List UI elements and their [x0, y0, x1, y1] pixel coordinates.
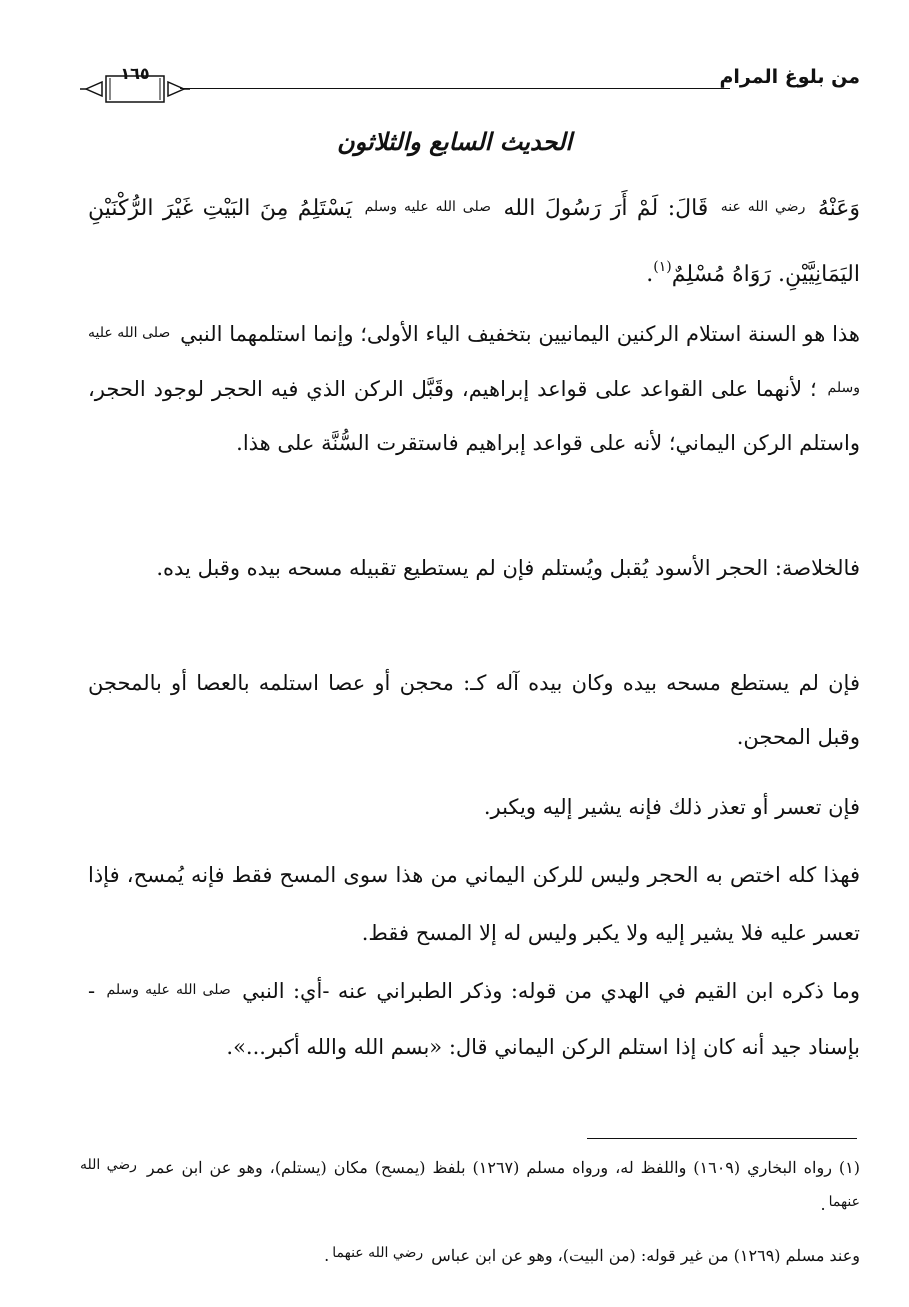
commentary-paragraph: فإن تعسر أو تعذر ذلك فإنه يشير إليه ويكبر. [483, 795, 860, 819]
commentary-paragraph [88, 962, 860, 1075]
footnote-separator [587, 1138, 857, 1139]
footnote [80, 1148, 860, 1222]
hadith-text-part: يَسْتَلِمُ مِنَ البَيْتِ غَيْرَ الرُّكْنَيْنِ اليَمَانِيَّيْنِ. رَوَاهُ مُسْلِمٌ [88, 196, 860, 287]
paragraph-text: هذا هو السنة استلام الركنين اليمانيين بتخفيف الياء الأولى؛ وإنما استلمهما النبي [180, 322, 860, 346]
summary-paragraph: فالخلاصة: الحجر الأسود يُقبل ويُستلم فإن لم يستطيع تقبيله مسحه بيده وقبل يده. [156, 556, 860, 580]
hadith-end-mark: . [646, 262, 654, 287]
honorific-calligraphy: رضي الله عنهما [80, 1157, 860, 1210]
footnote-end-mark: . [324, 1246, 330, 1265]
honorific-calligraphy: صلى الله عليه وسلم [364, 199, 491, 215]
hadith-text-part: وَعَنْهُ [817, 196, 860, 221]
honorific-calligraphy: رضي الله عنهما [332, 1245, 424, 1261]
hadith-text [88, 178, 860, 304]
footnote-reference: (١) [653, 259, 672, 275]
hadith-heading: الحديث السابع والثلاثون [336, 128, 573, 156]
commentary-paragraph [88, 306, 860, 470]
header-rule [180, 88, 730, 89]
footnote-end-mark: . [820, 1195, 826, 1214]
book-title: من بلوغ المرام [719, 66, 860, 88]
page-header [80, 60, 860, 108]
paragraph-text: ؛ لأنهما على القواعد على قواعد إبراهيم، وقَبَّل الركن الذي فيه الحجر لوجود الحجر، واستلم الركن اليماني؛ لأنه على قواعد إبراهيم فاستقرت السُّنَّة على هذا. [88, 377, 860, 455]
honorific-calligraphy: صلى الله عليه وسلم [106, 982, 231, 998]
paragraph-text: - بإسناد جيد أنه كان إذا استلم الركن اليماني قال: «بسم الله والله أكبر...». [88, 979, 860, 1059]
footnote-text: وعند مسلم (١٢٦٩) من غير قوله: (من البيت)، وهو عن ابن عباس [431, 1246, 860, 1265]
hadith-text-part: قَالَ: لَمْ أَرَ رَسُولَ الله [503, 196, 709, 221]
footnotes [80, 1148, 860, 1273]
honorific-calligraphy: صلى الله عليه وسلم [88, 325, 860, 396]
footnote [80, 1236, 860, 1273]
paragraph-text: وما ذكره ابن القيم في الهدي من قوله: وذكر الطبراني عنه -أي: النبي [242, 979, 861, 1003]
honorific-calligraphy: رضي الله عنه [720, 199, 806, 215]
commentary-paragraph: فهذا كله اختص به الحجر وليس للركن اليماني من هذا سوى المسح فقط فإنه يُمسح، فإذا تعسر عليه فلا يشير إليه ولا يكبر وليس له إلا المسح فقط. [88, 863, 860, 945]
commentary-paragraph: فإن لم يستطع مسحه بيده وكان بيده آله كـ: محجن أو عصا استلمه بالعصا أو بالمحجن وقبل المحجن. [88, 671, 860, 749]
footnote-text: (١) رواه البخاري (١٦٠٩) واللفظ له، ورواه مسلم (١٢٦٧) بلفظ (يمسح) مكان (يستلم)، وهو عن ابن عمر [146, 1158, 860, 1177]
page-number: ١٦٥ [120, 64, 150, 83]
